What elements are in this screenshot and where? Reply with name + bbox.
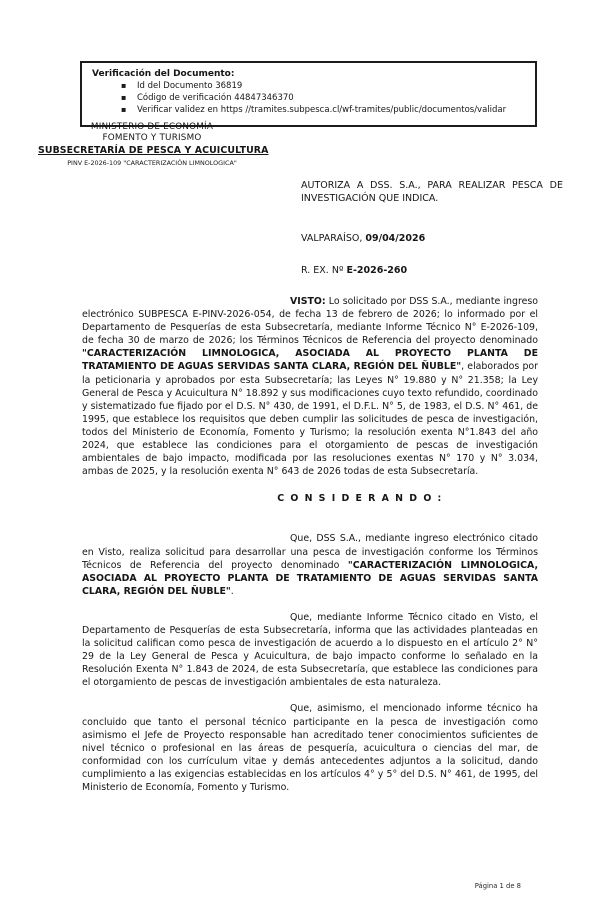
verification-item-code [92, 93, 527, 105]
place-date-line [301, 232, 563, 245]
bullet-icon: ▪ [121, 104, 127, 114]
visto-label: VISTO: [290, 296, 326, 307]
considerando-paragraph-3: Que, asimismo, el mencionado informe técnico ha concluido que tanto el personal técnico participante en la pesca de investigación como asimismo el Jefe de Proyecto responsable han acreditado tener conocimientos suficientes de nivel técnico o profesional en las áreas de pesquería, acuicultura o ciencias del mar, de conformidad con los currículum vitae y demás antecedentes adjuntos a la solicitud, dando cumplimiento a las exigencias establecidas en los artículos 4° y 5° del D.S. N° 461, de 1995, del Ministerio de Economía, Fomento y Turismo. [82, 703, 538, 793]
verification-box [80, 61, 537, 127]
considerando-p1-project-title: "CARACTERIZACIÓN LIMNOLOGICA, ASOCIADA AL PROYECTO PLANTA DE TRATAMIENTO DE AGUAS SERVIDAS SANTA CLARA, REGIÓN DEL ÑUBLE" [82, 559, 539, 597]
considerando-heading: C O N S I D E R A N D O : [277, 493, 443, 505]
visto-text-before: Lo solicitado por DSS S.A., mediante ingreso electrónico SUBPESCA E-PINV-2026-054, de fecha 13 de febrero de 2026; lo informado por el Departamento de Pesquerías de esta Subsecretaría, mediante Informe Técnico N° E-2026-109, de fecha 30 de marzo de 2026; los Términos Técnicos de Referencia del proyecto denominado [82, 296, 538, 347]
verification-item-url [92, 105, 527, 117]
document-body [82, 295, 538, 807]
considerando-p1-before: Que, DSS S.A., mediante ingreso electrónico citado en Visto, realiza solicitud para desarrollar una pesca de investigación conforme los Términos Técnicos de Referencia del proyecto denominado [82, 533, 538, 571]
considerando-paragraph-1 [82, 532, 538, 597]
bullet-icon: ▪ [121, 92, 127, 102]
verification-list [92, 81, 527, 116]
bullet-icon: ▪ [121, 81, 127, 90]
verification-url-text: Verificar validez en https //tramites.subpesca.cl/wf-tramites/public/documentos/validar [137, 104, 507, 115]
resolution-number: E-2026-260 [346, 265, 408, 276]
considerando-p1-after: . [230, 585, 234, 597]
ministry-line: MINISTERIO DE ECONOMÍA [90, 122, 214, 132]
resolution-prefix: R. EX. Nº [301, 265, 347, 276]
project-reference-line: PINV E-2026-109 "CARACTERIZACIÓN LIMNOLOGICA" [67, 158, 237, 167]
letterhead [38, 122, 269, 169]
verification-item-doc-id [92, 81, 527, 93]
page-number: Página 1 de 8 [474, 882, 521, 890]
subject-title: AUTORIZA A DSS. S.A., PARA REALIZAR PESCA DE INVESTIGACIÓN QUE INDICA. [301, 180, 563, 204]
division-line: FOMENTO Y TURISMO [102, 133, 202, 144]
visto-paragraph [82, 295, 538, 478]
visto-project-title: "CARACTERIZACIÓN LIMNOLOGICA, ASOCIADA AL PROYECTO PLANTA DE TRATAMIENTO DE AGUAS SERVIDAS SANTA CLARA, REGIÓN DEL ÑUBLE" [82, 348, 538, 373]
subsecretary-line: SUBSECRETARÍA DE PESCA Y ACUICULTURA [38, 145, 269, 157]
resolution-number-line [301, 264, 563, 277]
verification-item-text: Id del Documento 36819 [137, 81, 243, 91]
place-label: VALPARAÍSO, [301, 233, 366, 244]
visto-text-after: , elaborados por la peticionaria y aprobados por esta Subsecretaría; las Leyes N° 19.880 y N° 21.358; la Ley General de Pesca y Acuicultura N° 18.892 y sus modificaciones cuyo texto refundido, coordinado y sistematizado fue fijado por el D.S. N° 430, de 1991, el D.F.L. N° 5, de 1983, el D.S. N° 461, de 1995, que establece los requisitos que deben cumplir las solicitudes de pesca de investigación, todos del Ministerio de Economía, Fomento y Turismo; la resolución exenta N°1.843 del año 2024, que establece las condiciones para el otorgamiento de pescas de investigación ambientales de bajo impacto, modificada por las resoluciones exentas N° 170 y N° 3.034, ambas de 2025, y la resolución exenta N° 643 de 2026 todas de esta Subsecretaría. [82, 361, 538, 478]
subject-block [301, 179, 563, 277]
date-value: 09/04/2026 [365, 233, 426, 244]
verification-item-text: Código de verificación 44847346370 [137, 92, 294, 103]
verification-title: Verificación del Documento: [92, 69, 235, 79]
considerando-paragraph-2: Que, mediante Informe Técnico citado en Visto, el Departamento de Pesquerías de esta Subsecretaría, informa que las actividades planteadas en la solicitud califican como pesca de investigación de acuerdo a lo dispuesto en el artículo 2° N° 29 de la Ley General de Pesca y Acuicultura, de bajo impacto conforme lo señalado en la Resolución Exenta N° 1.843 de 2024, de esta Subsecretaría, que establece las condiciones para el otorgamiento de pescas de investigación ambientales de esta naturaleza. [82, 611, 538, 689]
